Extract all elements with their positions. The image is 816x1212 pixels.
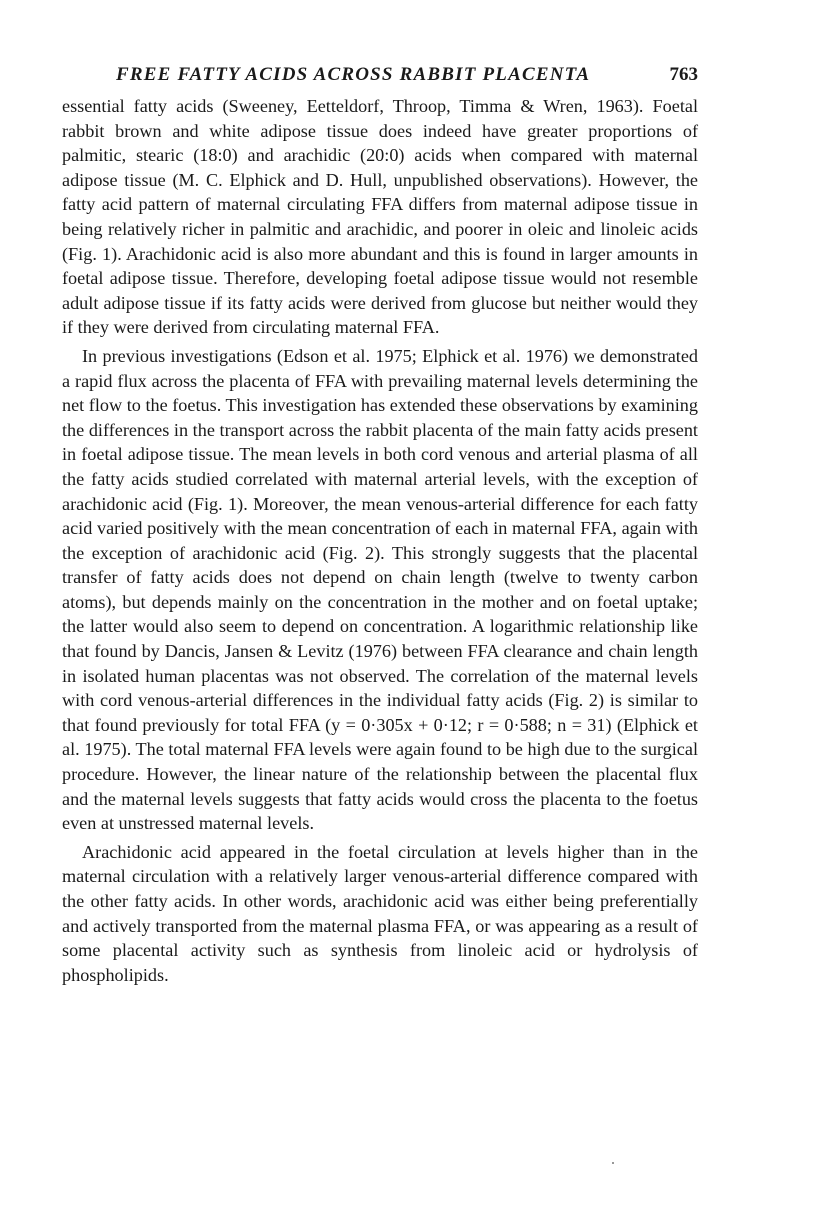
page	[62, 60, 698, 987]
paragraph-arachidonic-acid: Arachidonic acid appeared in the foetal circulation at levels higher than in the maternal circulation with a relatively larger venous-arterial difference compared with the other fatty acids. In other words, arachidonic acid was either being preferentially and actively transported from the maternal plasma FFA, or was appearing as a result of some placental activity such as synthesis from linoleic acid or hydrolysis of phospholipids.	[62, 841, 698, 985]
paragraph-continued: essential fatty acids (Sweeney, Eetteldorf, Throop, Timma & Wren, 1963). Foetal rabbit brown and white adipose tissue does indeed have greater proportions of palmitic, stearic (18:0) and arachidic (20:0) acids when compared with maternal adipose tissue (M. C. Elphick and D. Hull, unpublished observations). However, the fatty acid pattern of maternal circulating FFA differs from maternal adipose tissue in being relatively richer in palmitic and arachidic, and poorer in oleic and linoleic acids (Fig. 1). Arachidonic acid is also more abundant and this is found in larger amounts in foetal adipose tissue. Therefore, developing foetal adipose tissue would not resemble adult adipose tissue if its fatty acids were derived from glucose but neither would they if they were derived from circulating maternal FFA.	[62, 96, 698, 338]
stray-mark	[612, 1162, 614, 1164]
running-head	[62, 60, 698, 94]
page-number: 763	[669, 64, 698, 85]
paragraph-previous-investigations: In previous investigations (Edson et al. 1975; Elphick et al. 1976) we demonstrated a rapid flux across the placenta of FFA with prevailing maternal levels determining the net flow to the foetus. This investigation has extended these observations by examining the differences in the transport across the rabbit placenta of the main fatty acids present in foetal adipose tissue. The mean levels in both cord venous and arterial plasma of all the fatty acids studied correlated with maternal arterial levels, with the exception of arachidonic acid (Fig. 1). Moreover, the mean venous-arterial difference for each fatty acid varied positively with the mean concentration of each in maternal FFA, again with the exception of arachidonic acid (Fig. 2). This strongly suggests that the placental transfer of fatty acids does not depend on chain length (twelve to twenty carbon atoms), but depends mainly on the concentration in the mother and on foetal uptake; the latter would also seem to depend on concentration. A logarithmic relationship like that found by Dancis, Jansen & Levitz (1976) between FFA clearance and chain length in isolated human placentas was not observed. The correlation of the maternal levels with cord venous-arterial differences in the individual fatty acids (Fig. 2) is similar to that found previously for total FFA (y = 0·305x + 0·12; r = 0·588; n = 31) (Elphick et al. 1975). The total maternal FFA levels were again found to be high due to the surgical procedure. However, the linear nature of the relationship between the placental flux and the maternal levels suggests that fatty acids would cross the placenta to the foetus even at unstressed maternal levels.	[62, 345, 698, 834]
running-title: FREE FATTY ACIDS ACROSS RABBIT PLACENTA	[116, 64, 591, 85]
